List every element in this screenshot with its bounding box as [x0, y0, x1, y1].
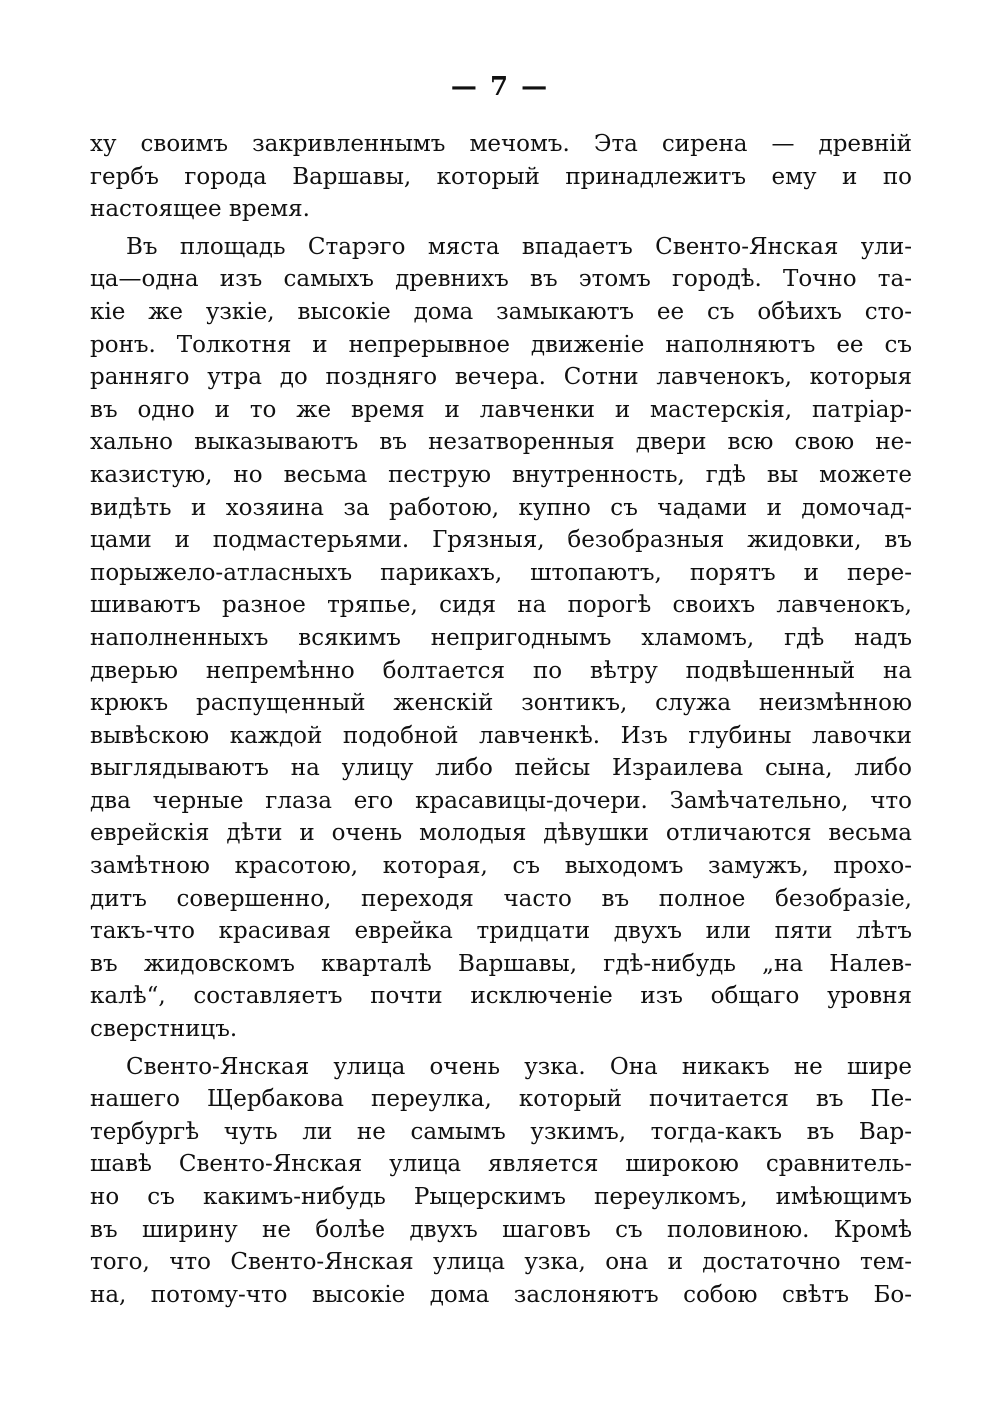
text-line: въ жидовскомъ кварталѣ Варшавы, гдѣ-нибудь „на Налев- [90, 950, 912, 977]
text-line: Свенто-Янская улица очень узка. Она никакъ не шире [126, 1053, 912, 1080]
paragraph [90, 128, 912, 226]
text-line: калѣ“, составляетъ почти исключеніе изъ общаго уровня [90, 983, 912, 1010]
text-line: въ ширину не болѣе двухъ шаговъ съ половиною. Кромѣ [90, 1216, 912, 1243]
text-line: сверстницъ. [90, 1016, 238, 1043]
text-line: ранняго утра до поздняго вечера. Сотни лавченокъ, которыя [90, 364, 912, 391]
paragraph [90, 1051, 912, 1312]
text-line: ху своимъ закривленнымъ мечомъ. Эта сирена — древній [90, 131, 912, 157]
text-line: еврейскія дѣти и очень молодыя дѣвушки отличаются весьма [90, 820, 912, 847]
text-line: видѣть и хозяина за работою, купно съ чадами и домочад- [90, 494, 912, 521]
text-line: на, потому-что высокіе дома заслоняютъ собою свѣтъ Бо- [90, 1281, 912, 1308]
page-number: — 7 — [450, 72, 550, 102]
text-line: выглядываютъ на улицу либо пейсы Израилева сына, либо [90, 755, 912, 782]
text-line: ца—одна изъ самыхъ древнихъ въ этомъ городѣ. Точно та- [90, 266, 912, 293]
text-line: казистую, но весьма пеструю внутренность, гдѣ вы можете [90, 461, 912, 488]
text-line: два черные глаза его красавицы-дочери. Замѣчательно, что [90, 787, 912, 814]
text-line: шавѣ Свенто-Янская улица является широкою сравнитель- [90, 1151, 912, 1178]
text-line: хально выказываютъ въ незатворенныя двери всю свою не- [90, 429, 912, 456]
text-line: того, что Свенто-Янская улица узка, она и достаточно тем- [90, 1249, 912, 1276]
text-line: наполненныхъ всякимъ непригоднымъ хламомъ, гдѣ надъ [90, 624, 912, 651]
text-line: кіе же узкіе, высокіе дома замыкаютъ ее съ обѣихъ сто- [90, 298, 912, 325]
text-line: шиваютъ разное тряпье, сидя на порогѣ своихъ лавченокъ, [90, 592, 912, 619]
text-line: крюкъ распущенный женскій зонтикъ, служа неизмѣнною [90, 690, 912, 717]
text-line: дверью непремѣнно болтается по вѣтру подвѣшенный на [90, 657, 912, 684]
text-line: ронъ. Толкотня и непрерывное движеніе наполняютъ ее съ [90, 331, 912, 358]
text-line: Въ площадь Старэго мяста впадаетъ Свенто-Янская ули- [126, 233, 912, 260]
text-line: тербургѣ чуть ли не самымъ узкимъ, тогда-какъ въ Вар- [90, 1118, 912, 1145]
text-line: порыжело-атласныхъ парикахъ, штопаютъ, порятъ и пере- [90, 559, 912, 586]
text-line: цами и подмастерьями. Грязныя, безобразныя жидовки, въ [90, 527, 912, 554]
body-text [90, 128, 912, 1311]
text-line: такъ-что красивая еврейка тридцати двухъ или пяти лѣтъ [90, 918, 912, 945]
text-line: вывѣскою каждой подобной лавченкѣ. Изъ глубины лавочки [90, 722, 912, 749]
text-line: гербъ города Варшавы, который принадлежитъ ему и по [90, 163, 912, 190]
paragraph [90, 231, 912, 1046]
text-line: нашего Щербакова переулка, который почитается въ Пе- [90, 1086, 912, 1113]
text-line: настоящее время. [90, 196, 310, 223]
text-line: въ одно и то же время и лавченки и мастерскія, патріар- [90, 396, 912, 423]
text-line: но съ какимъ-нибудь Рыцерскимъ переулкомъ, имѣющимъ [90, 1184, 912, 1210]
text-line: дитъ совершенно, переходя часто въ полное безобразіе, [90, 885, 912, 912]
text-line: замѣтною красотою, которая, съ выходомъ замужъ, прохо- [90, 853, 912, 880]
